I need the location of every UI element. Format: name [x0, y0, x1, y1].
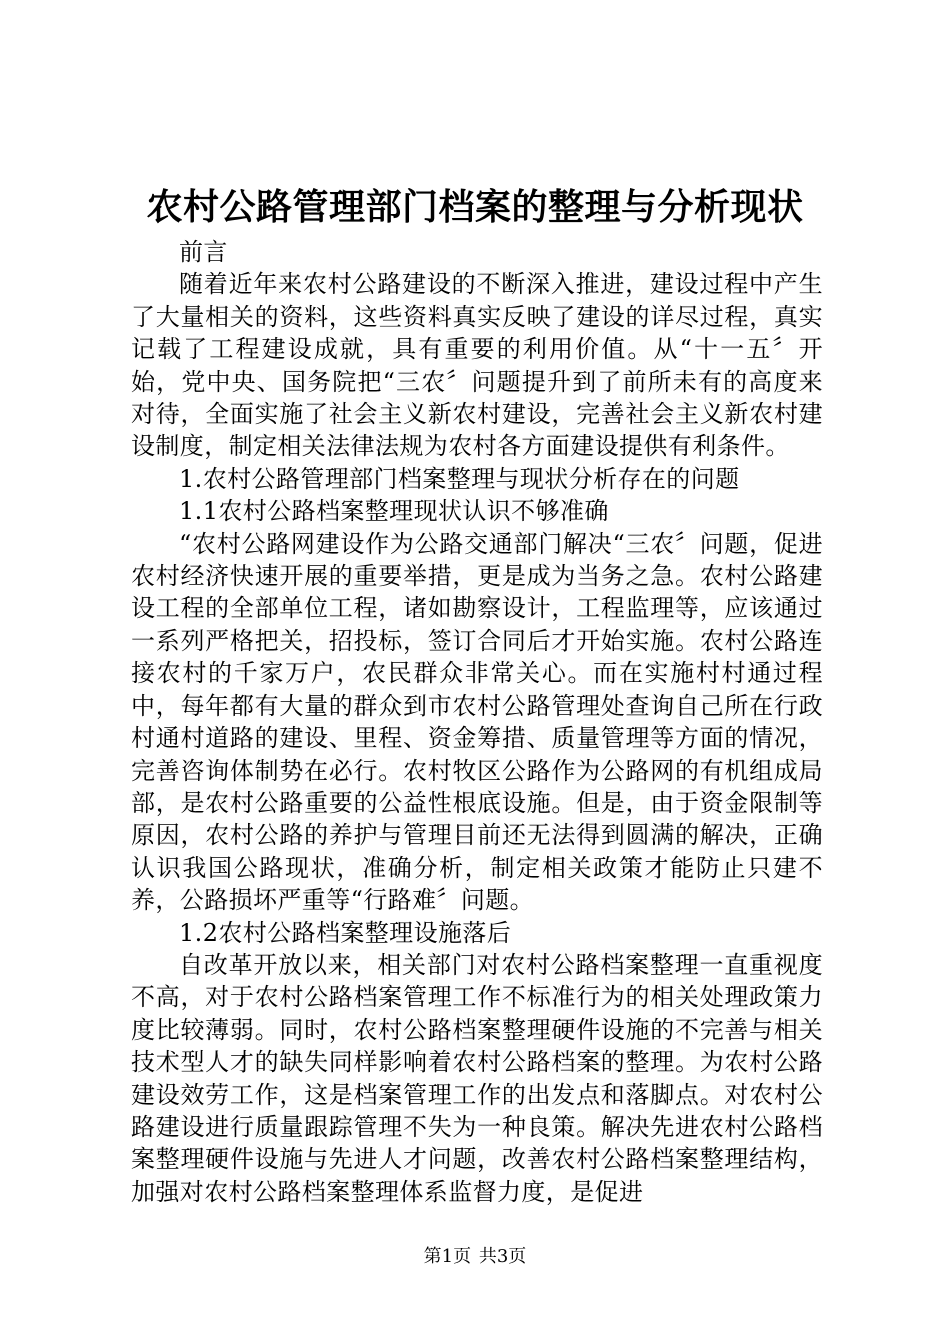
page-number: 第1页	[423, 1246, 472, 1267]
paragraph-1-1: “农村公路网建设作为公路交通部门解决“三农〞问题，促进农村经济快速开展的重要举措，更是成为当务之急。农村公路建设工程的全部单位工程，诸如勘察设计，工程监理等，应该通过一系列严格把关，招投标，签订合同后才开始实施。农村公路连接农村的千家万户，农民群众非常关心。而在实施村村通过程中，每年都有大量的群众到市农村公路管理处查询自己所在行政村通村道路的建设、里程、资金筹措、质量管理等方面的情况，完善咨询体制势在必行。农村牧区公路作为公路网的有机组成局部，是农村公路重要的公益性根底设施。但是，由于资金限制等原因，农村公路的养护与管理目前还无法得到圆满的解决，正确认识我国公路现状，准确分析，制定相关政策才能防止只建不养，公路损坏严重等“行路难〞问题。	[131, 529, 823, 915]
section-heading-1: 1.农村公路管理部门档案整理与现状分析存在的问题	[179, 464, 740, 493]
section-heading-1-1: 1.1农村公路档案整理现状认识不够准确	[179, 497, 609, 526]
document-title: 农村公路管理部门档案的整理与分析现状	[146, 187, 804, 228]
page-footer	[0, 1245, 950, 1269]
paragraph-preface: 随着近年来农村公路建设的不断深入推进，建设过程中产生了大量相关的资料，这些资料真实反映了建设的详尽过程，真实记载了工程建设成就，具有重要的利用价值。从“十一五〞开始，党中央、国务院把“三农〞问题提升到了前所未有的高度来对待，全面实施了社会主义新农村建设，完善社会主义新农村建设制度，制定相关法律法规为农村各方面建设提供有利条件。	[131, 270, 823, 461]
total-pages: 共3页	[478, 1246, 527, 1267]
paragraph-1-2: 自改革开放以来，相关部门对农村公路档案整理一直重视度不高，对于农村公路档案管理工作不标准行为的相关处理政策力度比较薄弱。同时，农村公路档案整理硬件设施的不完善与相关技术型人才的缺失同样影响着农村公路档案的整理。为农村公路建设效劳工作，这是档案管理工作的出发点和落脚点。对农村公路建设进行质量跟踪管理不失为一种良策。解决先进农村公路档案整理硬件设施与先进人才问题，改善农村公路档案整理结构，加强对农村公路档案整理体系监督力度，是促进	[131, 950, 823, 1206]
document-body	[131, 236, 823, 1208]
section-heading-preface: 前言	[179, 238, 228, 266]
section-heading-1-2: 1.2农村公路档案整理设施落后	[179, 918, 512, 947]
